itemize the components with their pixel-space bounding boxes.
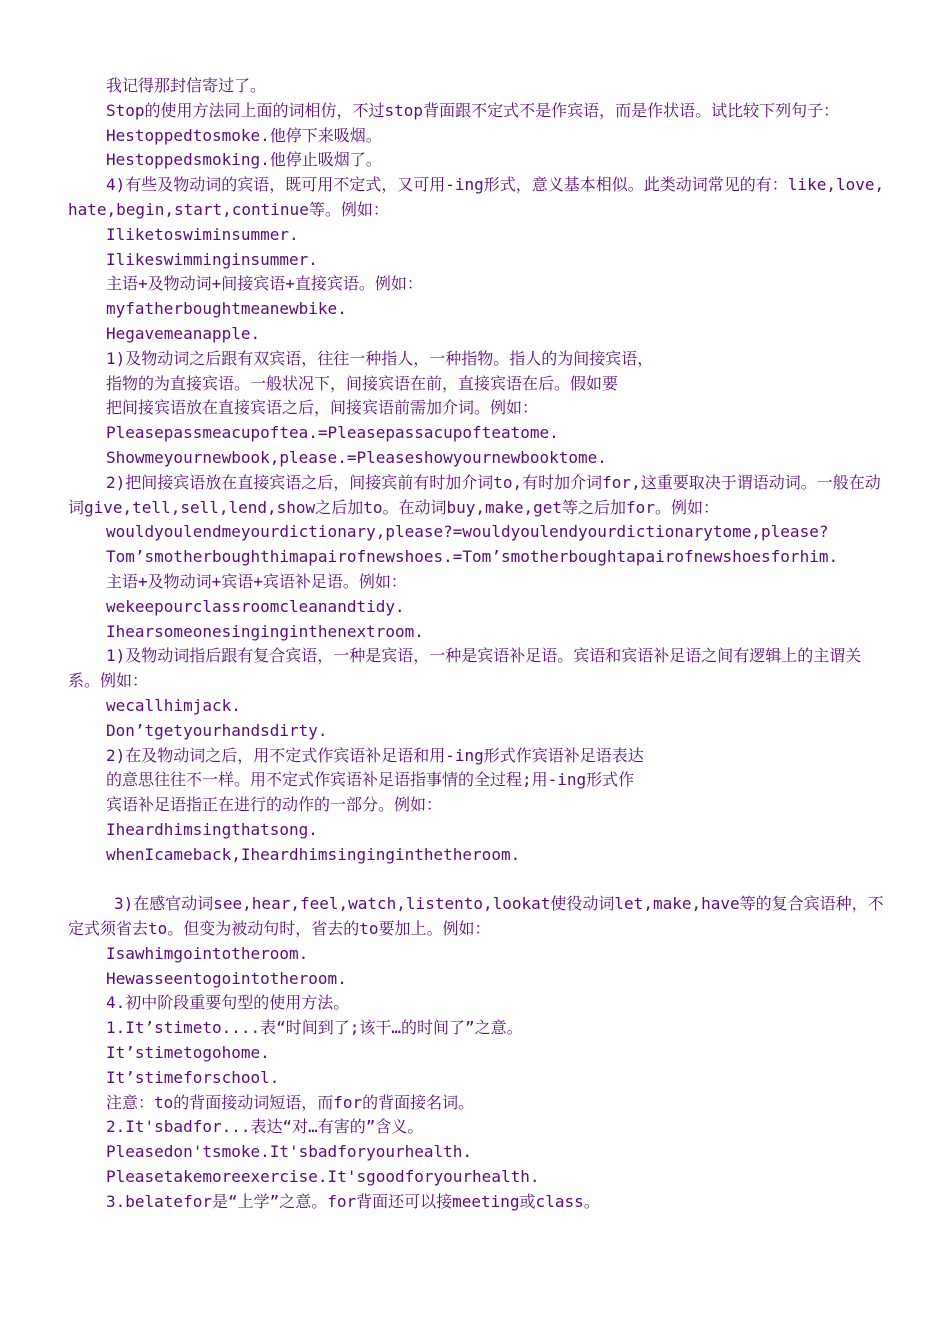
text-paragraph: 3)在感官动词see,hear,feel,watch,listento,lookat使役动词let,make,have等的复合宾语种，不定式须省去to。但变为被动句时，省去的to要加上。例如： (68, 894, 884, 939)
example-sentence: myfatherboughtmeanewbike. (106, 299, 347, 319)
example-sentence: It’stimeforschool. (106, 1067, 280, 1087)
example-sentence: whenIcameback,Iheardhimsinginginthetheroom. (106, 844, 521, 864)
section-heading: 主语+及物动词+间接宾语+直接宾语。例如： (106, 274, 423, 294)
section-heading: 4.初中阶段重要句型的使用方法。 (106, 993, 350, 1013)
text-line: 2)在及物动词之后，用不定式作宾语补足语和用-ing形式作宾语补足语表达 (106, 745, 644, 765)
text-paragraph: 1)及物动词指后跟有复合宾语，一种是宾语，一种是宾语补足语。宾语和宾语补足语之间有逻辑上的主谓关系。例如： (68, 646, 862, 691)
example-sentence: Hestoppedsmoking.他停止吸烟了。 (106, 150, 382, 170)
text-paragraph: Stop的使用方法同上面的词相仿，不过stop背面跟不定式不是作宾语，而是作状语。试比较下列句子： (106, 100, 840, 120)
text-line: 指物的为直接宾语。一般状况下，间接宾语在前，直接宾语在后。假如要 (106, 373, 619, 393)
text-line: 的意思往往不一样。用不定式作宾语补足语指事情的全过程;用-ing形式作 (106, 770, 635, 790)
example-sentence: Iliketoswiminsummer. (106, 224, 299, 244)
example-sentence: wecallhimjack. (106, 695, 241, 715)
pattern-heading: 3.belatefor是“上学”之意。for背面还可以接meeting或class。 (106, 1191, 600, 1211)
example-sentence: Pleasedon'tsmoke.It'sbadforyourhealth. (106, 1142, 473, 1162)
text-line: 我记得那封信寄过了。 (106, 76, 267, 95)
example-sentence: wekeepourclassroomcleanandtidy. (106, 596, 405, 616)
pattern-heading: 2.It'sbadfor...表达“对…有害的”含义。 (106, 1117, 424, 1137)
section-heading: 主语+及物动词+宾语+宾语补足语。例如： (106, 571, 407, 591)
example-sentence: Tom’smotherboughthimapairofnewshoes.=Tom’smotherboughtapairofnewshoesforhim. (106, 547, 839, 567)
text-line: 宾语补足语指正在进行的动作的一部分。例如： (106, 795, 443, 815)
example-sentence: Hegavemeanapple. (106, 323, 261, 343)
example-sentence: Hestoppedtosmoke.他停下来吸烟。 (106, 125, 382, 145)
note-line: 注意：to的背面接动词短语，而for的背面接名词。 (106, 1092, 475, 1112)
document-body (68, 74, 888, 1215)
example-sentence: wouldyoulendmeyourdictionary,please?=wouldyoulendyourdictionarytome,please? (106, 522, 829, 542)
example-sentence: Ihearsomeonesinginginthenextroom. (106, 621, 424, 641)
example-sentence: Showmeyournewbook,please.=Pleaseshowyournewbooktome. (106, 447, 607, 467)
example-sentence: Don’tgetyourhandsdirty. (106, 720, 328, 740)
text-paragraph: 2)把间接宾语放在直接宾语之后，间接宾前有时加介词to,有时加介词for,这重要取决于谓语动词。一般在动词give,tell,sell,lend,show之后加to。在动词buy,make,get等之后加for。例如： (68, 472, 881, 517)
example-sentence: Iheardhimsingthatsong. (106, 819, 318, 839)
example-sentence: Isawhimgointotheroom. (106, 943, 309, 963)
pattern-heading: 1.It’stimeto....表“时间到了;该干…的时间了”之意。 (106, 1018, 523, 1038)
example-sentence: Hewasseentogointotheroom. (106, 968, 347, 988)
text-line: 1)及物动词之后跟有双宾语，往往一种指人，一种指物。指人的为间接宾语， (106, 348, 654, 368)
example-sentence: Ilikeswimminginsummer. (106, 249, 318, 269)
text-line: 把间接宾语放在直接宾语之后，间接宾语前需加介词。例如： (106, 398, 539, 418)
example-sentence: Pleasetakemoreexercise.It'sgoodforyourhealth. (106, 1167, 540, 1187)
text-paragraph: 4)有些及物动词的宾语，既可用不定式，又可用-ing形式，意义基本相似。此类动词常见的有：like,love,hate,begin,start,continue等。例如： (68, 175, 885, 219)
blank-line (68, 868, 888, 893)
example-sentence: Pleasepassmeacupoftea.=Pleasepassacupofteatome. (106, 423, 559, 443)
example-sentence: It’stimetogohome. (106, 1043, 270, 1063)
